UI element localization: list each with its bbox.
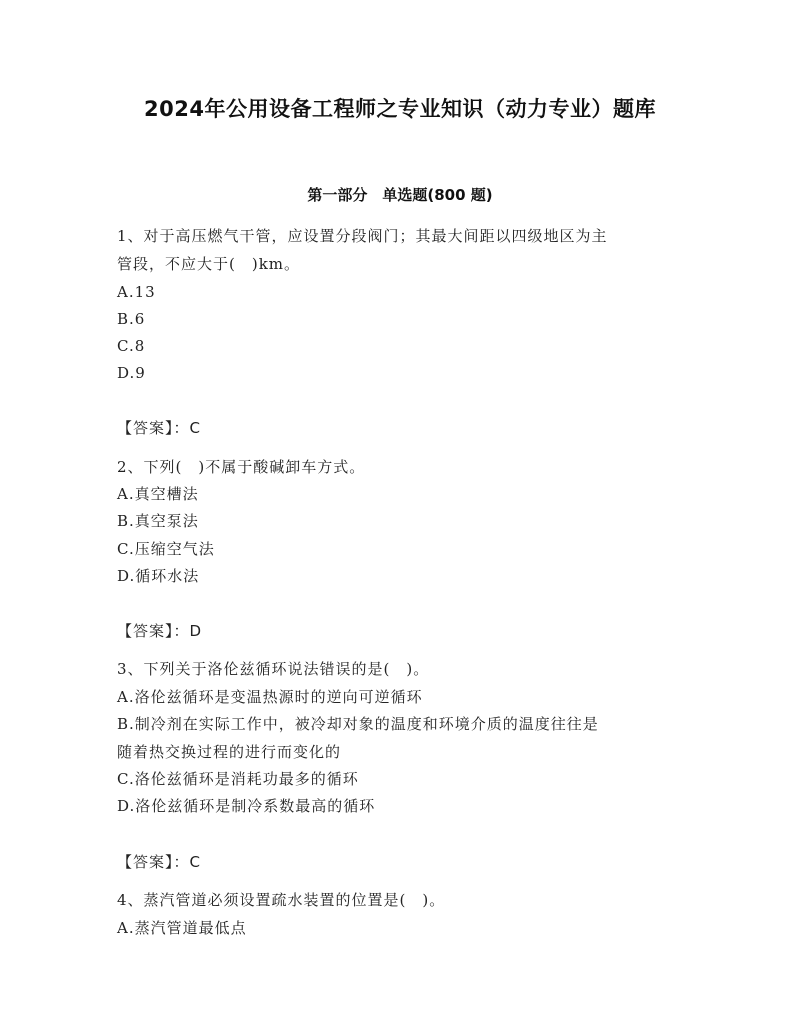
- question-2-stem-line-1: 2、下列( )不属于酸碱卸车方式。: [117, 458, 366, 476]
- question-2-option-a: A.真空槽法: [117, 485, 199, 503]
- question-4-stem-line-1: 4、蒸汽管道必须设置疏水装置的位置是( )。: [117, 891, 446, 909]
- question-1-stem-line-1: 1、对于高压燃气干管，应设置分段阀门；其最大间距以四级地区为主: [117, 227, 608, 245]
- question-3-answer: 【答案】：C: [117, 853, 201, 871]
- question-4-option-a: A.蒸汽管道最低点: [117, 919, 247, 937]
- question-2-option-b: B.真空泵法: [117, 512, 199, 530]
- document-title: 2024年公用设备工程师之专业知识（动力专业）题库: [144, 97, 656, 121]
- question-2-option-d: D.循环水法: [117, 567, 200, 585]
- question-3-option-a: A.洛伦兹循环是变温热源时的逆向可逆循环: [117, 688, 423, 706]
- question-1-answer: 【答案】：C: [117, 419, 201, 437]
- question-3-option-c: C.洛伦兹循环是消耗功最多的循环: [117, 770, 359, 788]
- section-title: 第一部分 单选题(800 题): [307, 186, 493, 204]
- question-2-option-c: C.压缩空气法: [117, 540, 215, 558]
- question-1-option-d: D.9: [117, 364, 146, 382]
- question-3-option-b-line-1: B.制冷剂在实际工作中，被冷却对象的温度和环境介质的温度往往是: [117, 715, 599, 733]
- question-2-answer: 【答案】：D: [117, 622, 203, 640]
- question-1-option-c: C.8: [117, 337, 146, 355]
- question-1-option-b: B.6: [117, 310, 146, 328]
- question-3-option-b-line-2: 随着热交换过程的进行而变化的: [117, 743, 342, 761]
- question-1-stem-line-2: 管段，不应大于( )km。: [117, 255, 301, 273]
- question-1-option-a: A.13: [117, 283, 156, 301]
- question-3-option-d: D.洛伦兹循环是制冷系数最高的循环: [117, 797, 376, 815]
- question-3-stem-line-1: 3、下列关于洛伦兹循环说法错误的是( )。: [117, 660, 430, 678]
